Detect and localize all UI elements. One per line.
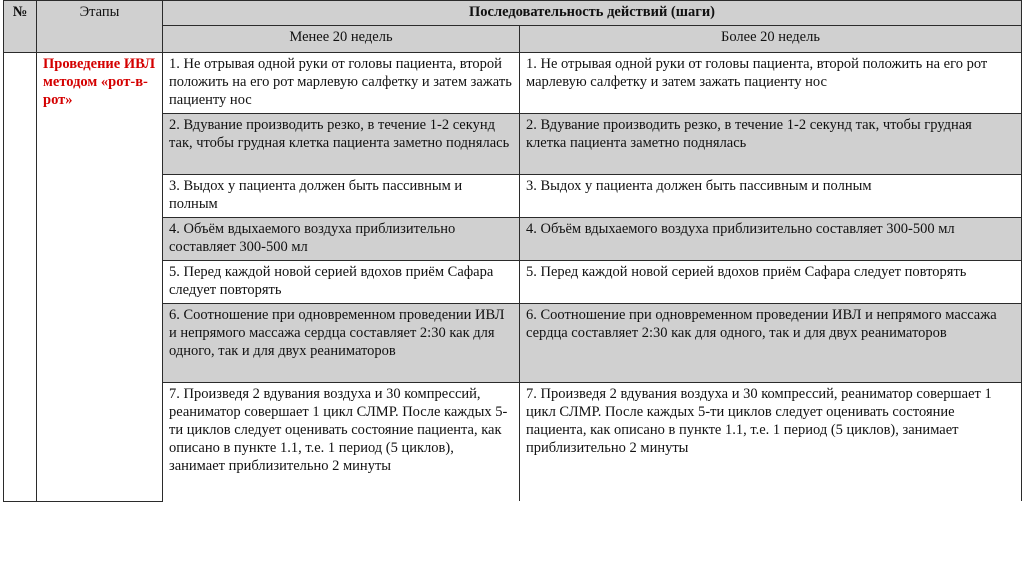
column-header-over-20-weeks: Более 20 недель [520,26,1022,53]
step-over-20-4: 4. Объём вдыхаемого воздуха приблизительно составляет 300-500 мл [520,218,1022,261]
header-row [4,1,1022,26]
step-over-20-3: 3. Выдох у пациента должен быть пассивным и полным [520,175,1022,218]
step-over-20-2: 2. Вдувание производить резко, в течение 1-2 секунд так, чтобы грудная клетка пациента заметно поднялась [520,114,1022,175]
column-header-number: № [4,1,37,53]
column-header-under-20-weeks: Менее 20 недель [163,26,520,53]
step-under-20-2: 2. Вдувание производить резко, в течение 1-2 секунд так, чтобы грудная клетка пациента заметно поднялась [163,114,520,175]
step-under-20-4: 4. Объём вдыхаемого воздуха приблизительно составляет 300-500 мл [163,218,520,261]
step-under-20-3: 3. Выдох у пациента должен быть пассивным и полным [163,175,520,218]
step-under-20-1: 1. Не отрывая одной руки от головы пациента, второй положить на его рот марлевую салфетку и затем зажать пациенту нос [163,53,520,114]
table-row [4,53,1022,114]
step-under-20-5: 5. Перед каждой новой серией вдохов приём Сафара следует повторять [163,261,520,304]
step-over-20-5: 5. Перед каждой новой серией вдохов приём Сафара следует повторять [520,261,1022,304]
column-header-sequence: Последовательность действий (шаги) [163,1,1022,26]
column-header-stages: Этапы [37,1,163,53]
step-over-20-7: 7. Произведя 2 вдувания воздуха и 30 компрессий, реаниматор совершает 1 цикл СЛМР. После каждых 5-ти циклов следует оценивать состояние пациента, как описано в пункте 1.1, т.е. 1 период (5 циклов), занимает приблизительно 2 минуты [520,383,1022,502]
stage-name: Проведение ИВЛ методом «рот-в-рот» [37,53,163,502]
stage-number-cell [4,53,37,502]
step-under-20-7: 7. Произведя 2 вдувания воздуха и 30 компрессий, реаниматор совершает 1 цикл СЛМР. После каждых 5-ти циклов следует оценивать состояние пациента, как описано в пункте 1.1, т.е. 1 период (5 циклов), занимает приблизительно 2 минуты [163,383,520,502]
step-over-20-1: 1. Не отрывая одной руки от головы пациента, второй положить на его рот марлевую салфетку и затем зажать пациенту нос [520,53,1022,114]
resuscitation-steps-table [3,0,1022,502]
step-over-20-6: 6. Соотношение при одновременном проведении ИВЛ и непрямого массажа сердца составляет 2:30 как для одного, так и для двух реаниматоров [520,304,1022,383]
step-under-20-6: 6. Соотношение при одновременном проведении ИВЛ и непрямого массажа сердца составляет 2:30 как для одного, так и для двух реаниматоров [163,304,520,383]
